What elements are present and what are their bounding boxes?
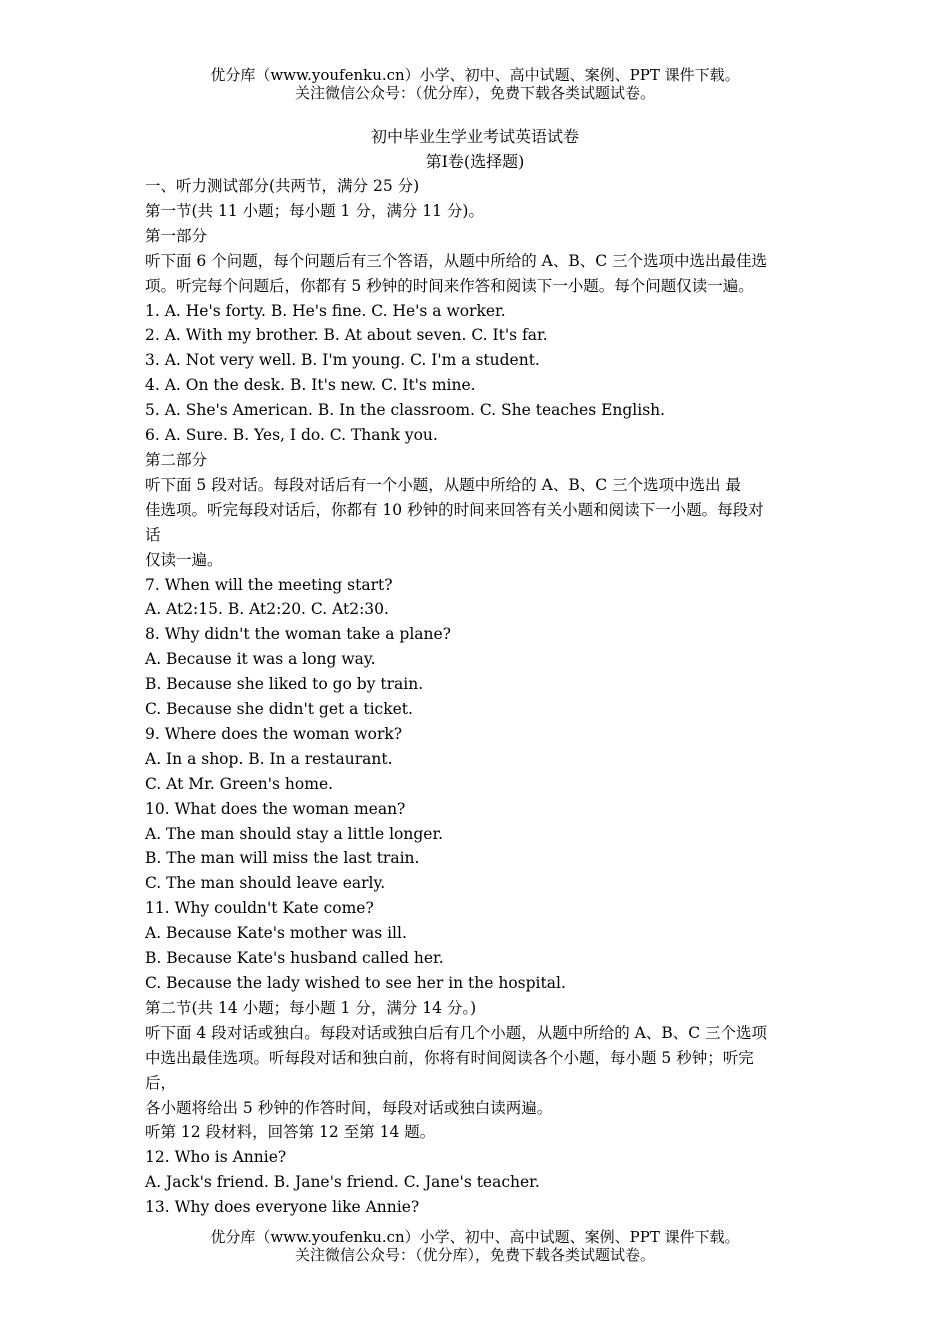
text-line: 10. What does the woman mean? (145, 799, 406, 818)
text-line: 13. Why does everyone like Annie? (145, 1198, 420, 1217)
text-line: 12. Who is Annie? (145, 1148, 287, 1167)
text-line: 第二部分 (145, 450, 208, 469)
text-line: 一、听力测试部分(共两节，满分 25 分) (145, 177, 420, 195)
text-line: 1. A. He's forty. B. He's fine. C. He's a worker. (145, 301, 506, 320)
footer-line-2: 关注微信公众号：（优分库），免费下载各类试题试卷。 (294, 1246, 655, 1264)
text-line: 3. A. Not very well. B. I'm young. C. I'm a student. (145, 351, 540, 370)
text-line: C. The man should leave early. (145, 874, 386, 893)
text-line: 11. Why couldn't Kate come? (145, 899, 374, 918)
text-line: 听下面 4 段对话或独白。每段对话或独白后有几个小题，从题中所给的 A、B、C 三个选项 (145, 1023, 768, 1042)
text-line: A. Because it was a long way. (145, 650, 376, 669)
text-line: C. Because the lady wished to see her in the hospital. (145, 974, 566, 992)
text-line: 6. A. Sure. B. Yes, I do. C. Thank you. (145, 426, 438, 445)
text-line: 4. A. On the desk. B. It's new. C. It's mine. (145, 376, 476, 395)
text-line: 第二节(共 14 小题；每小题 1 分，满分 14 分。) (145, 998, 477, 1017)
text-line: C. At Mr. Green's home. (145, 774, 334, 793)
text-line: 仅读一遍。 (145, 550, 223, 569)
text-line: B. Because Kate's husband called her. (145, 949, 444, 968)
text-line: 2. A. With my brother. B. At about seven. C. It's far. (145, 326, 548, 345)
text-line: 7. When will the meeting start? (145, 575, 393, 594)
text-line: A. At2:15. B. At2:20. C. At2:30. (145, 600, 389, 619)
text-line: 5. A. She's American. B. In the classroom. C. She teaches English. (145, 401, 666, 420)
text-line: C. Because she didn't get a ticket. (145, 700, 413, 719)
header-line-1: 优分库（www.youfenku.cn）小学、初中、高中试题、案例、PPT 课件下载。 (210, 66, 740, 84)
text-line: 第一部分 (145, 226, 208, 245)
text-line: 各小题将给出 5 秒钟的作答时间，每段对话或独白读两遍。 (145, 1098, 553, 1117)
text-line: A. Jack's friend. B. Jane's friend. C. Jane's teacher. (145, 1173, 540, 1192)
text-line: 听第 12 段材料，回答第 12 至第 14 题。 (145, 1123, 436, 1142)
text-line: A. In a shop. B. In a restaurant. (145, 749, 393, 768)
page-header (0, 66, 950, 102)
text-line: 听下面 6 个问题，每个问题后有三个答语，从题中所给的 A、B、C 三个选项中选出最佳选 (145, 251, 768, 270)
text-line: 佳选项。听完每段对话后，你都有 10 秒钟的时间来回答有关小题和阅读下一小题。每段对 (145, 500, 764, 519)
text-line: A. Because Kate's mother was ill. (145, 924, 407, 943)
text-line: 第一节(共 11 小题；每小题 1 分，满分 11 分)。 (145, 201, 484, 220)
text-line: 项。听完每个问题后，你都有 5 秒钟的时间来作答和阅读下一小题。每个问题仅读一遍。 (145, 276, 754, 295)
text-line: A. The man should stay a little longer. (145, 824, 444, 843)
text-line: 中选出最佳选项。听每段对话和独白前，你将有时间阅读各个小题，每小题 5 秒钟；听完 (145, 1048, 754, 1067)
footer-line-1: 优分库（www.youfenku.cn）小学、初中、高中试题、案例、PPT 课件下载。 (210, 1228, 740, 1246)
text-line: 9. Where does the woman work? (145, 724, 403, 743)
text-line: B. The man will miss the last train. (145, 849, 420, 868)
text-line: 后， (145, 1073, 177, 1092)
text-line: 听下面 5 段对话。每段对话后有一个小题，从题中所给的 A、B、C 三个选项中选出 最 (145, 475, 741, 494)
page-footer (0, 1228, 950, 1264)
header-line-2: 关注微信公众号：（优分库），免费下载各类试题试卷。 (294, 84, 655, 102)
text-line: B. Because she liked to go by train. (145, 675, 424, 694)
document-body (145, 174, 810, 1220)
part-title: 第Ⅰ卷(选择题) (425, 152, 525, 171)
document-title: 初中毕业生学业考试英语试卷 (370, 127, 579, 146)
text-line: 8. Why didn't the woman take a plane? (145, 625, 451, 644)
text-line: 话 (145, 525, 161, 544)
